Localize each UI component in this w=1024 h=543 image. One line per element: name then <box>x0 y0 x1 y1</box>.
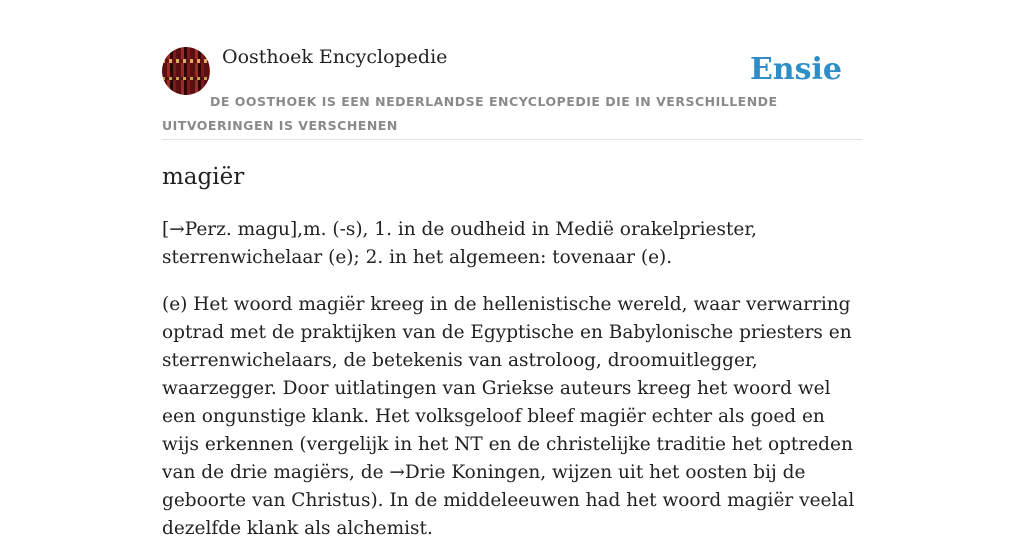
site-tagline: DE OOSTHOEK IS EEN NEDERLANDSE ENCYCLOPEDIE DIE IN VERSCHILLENDE UITVOERINGEN IS VERSCHENEN <box>162 94 778 133</box>
header-divider <box>162 139 862 140</box>
article-paragraph-1: [→Perz. magu],m. (-s), 1. in de oudheid in Medië orakelpriester, sterrenwichelaar (e); 2. in het algemeen: tovenaar (e). <box>162 219 758 268</box>
ensie-logo-link[interactable]: Ensie <box>749 52 842 87</box>
article-title: magiër <box>162 164 245 190</box>
article-paragraph-2: (e) Het woord magiër kreeg in de hellenistische wereld, waar verwarring optrad met de praktijken van de Egyptische en Babylonische priesters en sterrenwichelaars, de betekenis van astroloog, droomuitlegger, waarzegger. Door uitlatingen van Griekse auteurs kreeg het woord wel een ongunstige klank. Het volksgeloof bleef magiër echter als goed en wijs erkennen (vergelijk in het NT en de christelijke traditie het optreden van de drie magiërs, de →Drie Koningen, wijzen uit het oosten bij de geboorte van Christus). In de middeleeuwen had het woord magiër veelal dezelfde klank als alchemist. <box>162 294 855 539</box>
site-name-link[interactable]: Oosthoek Encyclopedie <box>222 46 448 68</box>
encyclopedia-books-icon[interactable] <box>162 47 210 95</box>
